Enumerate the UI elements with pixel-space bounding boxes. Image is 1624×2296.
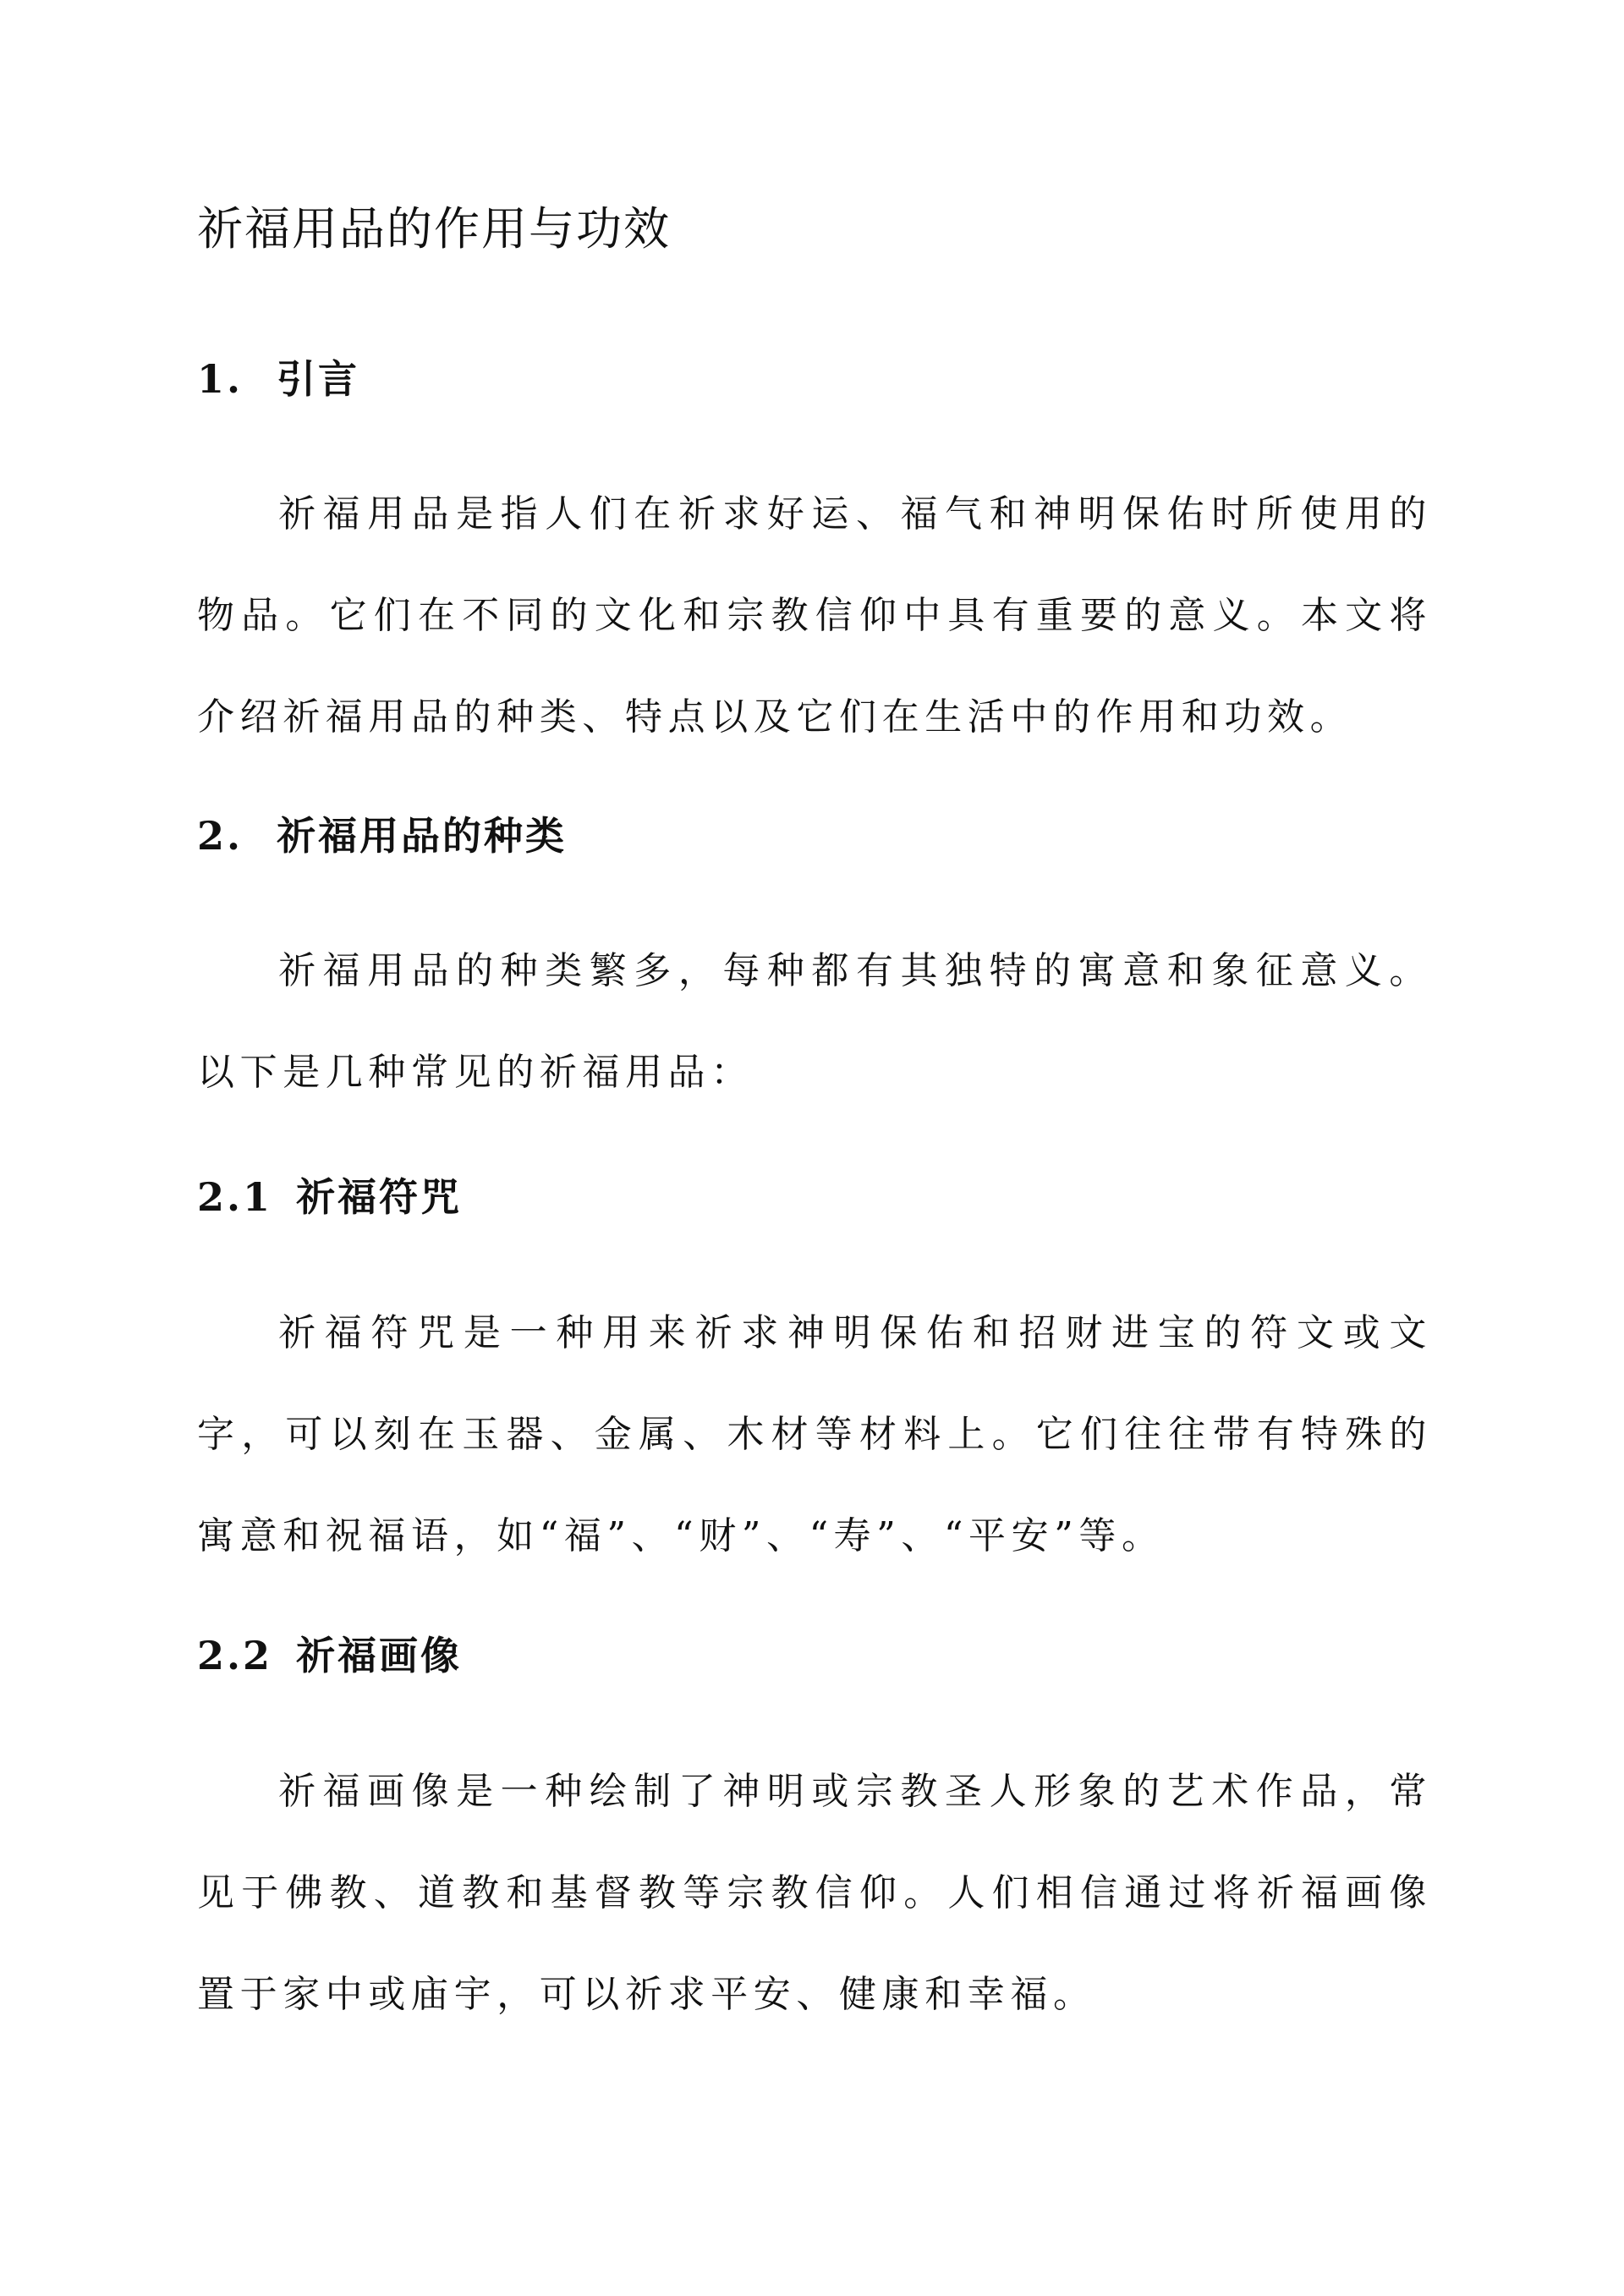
section-number: 1. [197, 356, 244, 402]
section-number: 2.1 [197, 1174, 273, 1220]
section-number: 2. [197, 813, 244, 859]
section-heading-text: 祈福用品的种类 [277, 813, 568, 859]
section-heading-text: 祈福符咒 [296, 1174, 463, 1220]
section-heading-text: 引言 [277, 356, 360, 402]
section-paragraph-intro: 祈福用品是指人们在祈求好运、福气和神明保佑时所使用的物品。它们在不同的文化和宗教信仰中具有重要的意义。本文将介绍祈福用品的种类、特点以及它们在生活中的作用和功效。 [197, 492, 1432, 739]
section-heading-talismans [197, 1172, 462, 1222]
section-heading-intro [197, 354, 359, 404]
document-title: 祈福用品的作用与功效 [197, 202, 671, 255]
section-number: 2.2 [197, 1633, 273, 1678]
section-paragraph-talismans: 祈福符咒是一种用来祈求神明保佑和招财进宝的符文或文字，可以刻在玉器、金属、木材等材料上。它们往往带有特殊的寓意和祝福语，如“福”、“财”、“寿”、“平安”等。 [197, 1311, 1432, 1557]
section-heading-text: 祈福画像 [296, 1633, 463, 1678]
section-heading-paintings [197, 1630, 462, 1681]
section-heading-types [197, 810, 567, 861]
section-paragraph-paintings: 祈福画像是一种绘制了神明或宗教圣人形象的艺术作品，常见于佛教、道教和基督教等宗教信仰。人们相信通过将祈福画像置于家中或庙宇，可以祈求平安、健康和幸福。 [197, 1770, 1432, 2016]
section-paragraph-types: 祈福用品的种类繁多，每种都有其独特的寓意和象征意义。以下是几种常见的祈福用品： [197, 949, 1432, 1094]
